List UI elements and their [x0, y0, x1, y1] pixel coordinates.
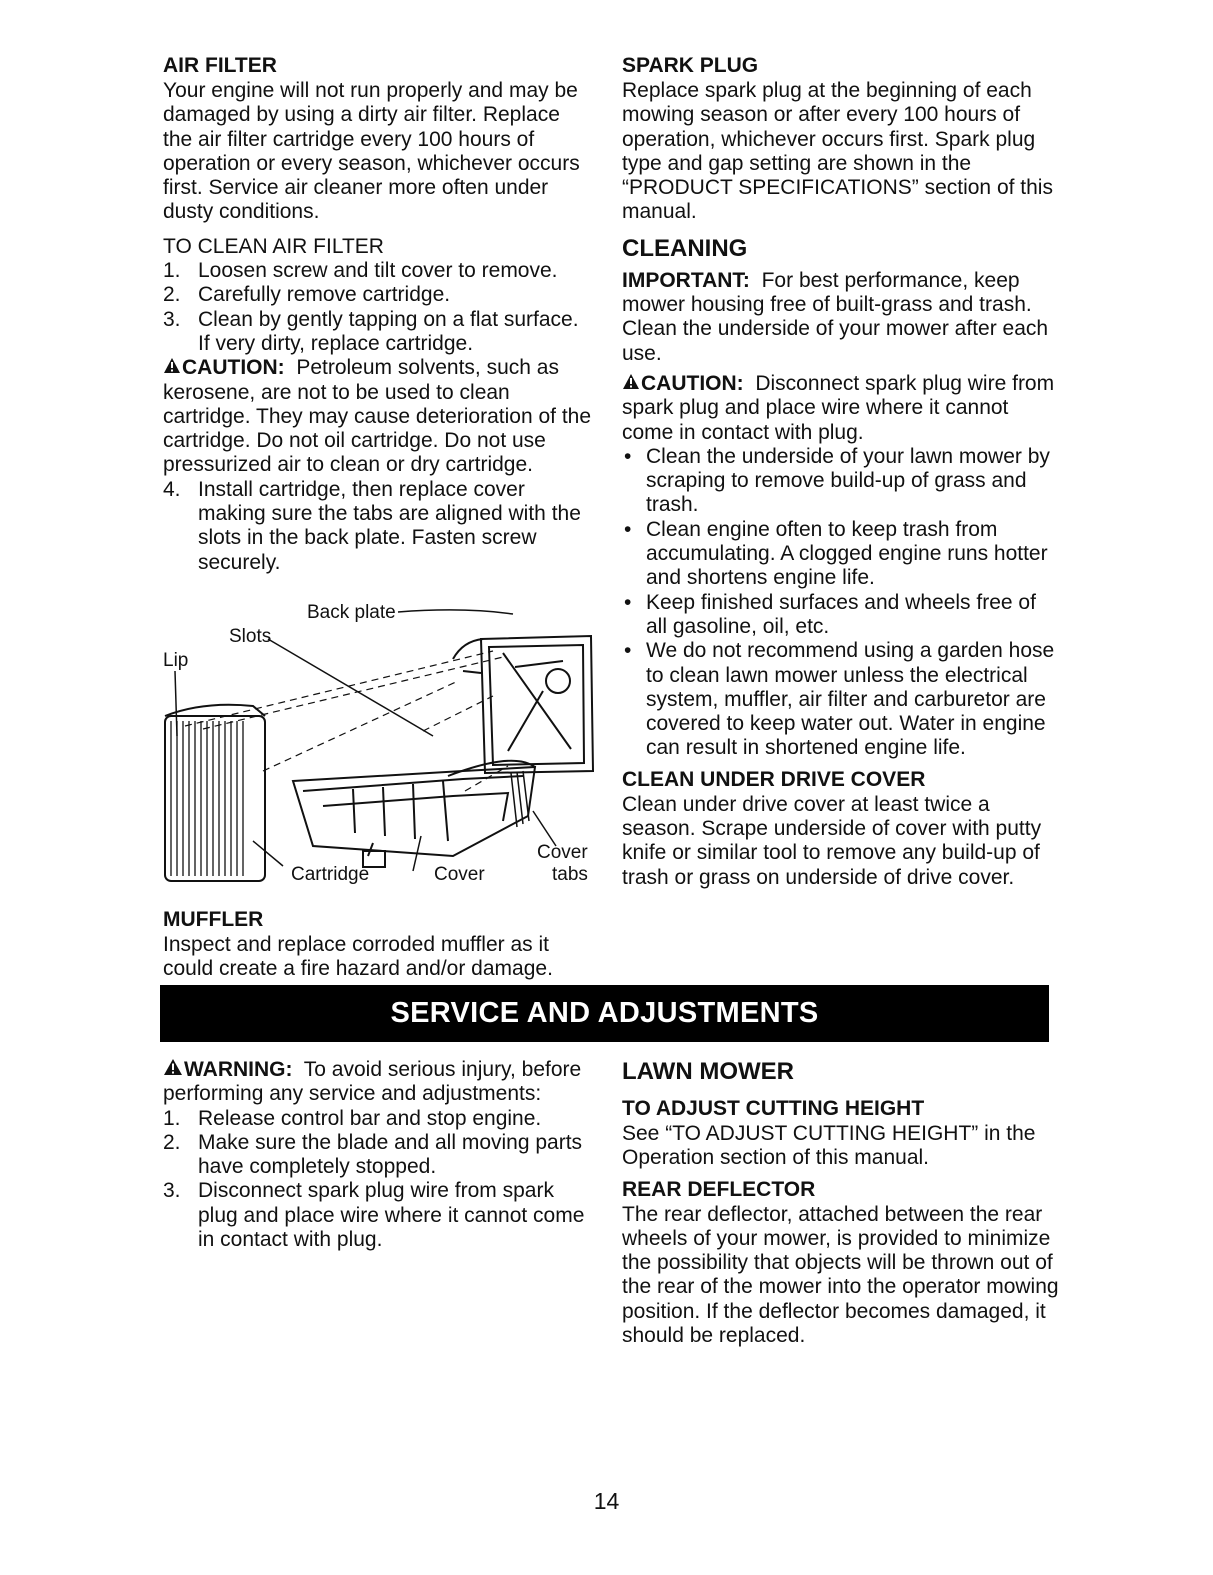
label-lip: Lip — [163, 649, 189, 671]
warning-triangle-icon — [622, 372, 640, 396]
air-filter-heading: AIR FILTER — [163, 54, 277, 77]
rear-deflector-text: The rear deflector, attached between the rear wheels of your mower, is provided to minimize the possibility that objects will be thrown out of the rear of the mower into the operator mowing position. If the deflector becomes damaged, it should be replaced. — [622, 1202, 1059, 1348]
rear-deflector-heading: REAR DEFLECTOR — [622, 1177, 816, 1201]
lawn-mower-heading: LAWN MOWER — [622, 1058, 794, 1085]
drive-cover-heading: CLEAN UNDER DRIVE COVER — [622, 767, 926, 791]
label-cover-tabs-1: Cover — [537, 841, 588, 863]
page-number: 14 — [593, 1488, 620, 1514]
cleaning-important — [622, 269, 1062, 366]
air-filter-caution — [163, 356, 593, 477]
list-item: 3. Clean by gently tapping on a flat surface. If very dirty, replace cartridge. — [163, 307, 579, 355]
air-filter-steps — [163, 259, 593, 356]
warning-triangle-icon — [163, 1058, 183, 1082]
cleaning-caution — [622, 372, 1062, 445]
list-item: 2. Carefully remove cartridge. — [163, 283, 451, 307]
label-back-plate: Back plate — [307, 601, 396, 623]
muffler-heading: MUFFLER — [163, 907, 264, 931]
spark-plug-text: Replace spark plug at the beginning of each mowing season or after every 100 hours of operation, whichever occurs first. Spark plug type and gap setting are shown in the “PRODUCT SPECIFICATIONS” section of this manual. — [622, 79, 1053, 224]
warning-steps — [163, 1107, 593, 1253]
section-banner: SERVICE AND ADJUSTMENTS — [160, 985, 1049, 1042]
list-item: 1. Release control bar and stop engine. — [163, 1106, 542, 1130]
list-item: • We do not recommend using a garden hose to clean lawn mower unless the electrical system, muffler, air filter and carburetor are covered to keep water out. Water in engine can result in shortened engine life. — [624, 639, 1055, 760]
air-filter-diagram — [163, 581, 603, 901]
right-column-top — [622, 53, 1062, 890]
list-item: 1. Loosen screw and tilt cover to remove. — [163, 259, 558, 283]
list-item: • Clean engine often to keep trash from accumulating. A clogged engine runs hotter and shortens engine life. — [624, 517, 1048, 590]
list-item: 2. Make sure the blade and all moving parts have completely stopped. — [163, 1130, 583, 1179]
drive-cover-text: Clean under drive cover at least twice a season. Scrape underside of cover with putty knife or similar tool to remove any build-up of trash or grass on underside of drive cover. — [622, 792, 1042, 889]
label-cover: Cover — [434, 863, 485, 885]
warning-triangle-icon — [163, 356, 181, 380]
cutting-height-heading: TO ADJUST CUTTING HEIGHT — [622, 1097, 925, 1120]
left-column-bottom — [163, 1058, 593, 1252]
cutting-height-text: See “TO ADJUST CUTTING HEIGHT” in the Operation section of this manual. — [622, 1122, 1036, 1170]
to-clean-heading: TO CLEAN AIR FILTER — [163, 234, 384, 258]
air-filter-intro: Your engine will not run properly and may be damaged by using a dirty air filter. Replace the air filter cartridge every 100 hours of operation or every season, whichever occurs first. Service air cleaner more often under dusty conditions. — [163, 79, 580, 224]
left-column-top — [163, 53, 593, 982]
list-item: 3. Disconnect spark plug wire from spark plug and place wire where it cannot come in contact with plug. — [163, 1179, 585, 1252]
important-label: IMPORTANT: — [622, 268, 750, 292]
cleaning-bullets — [622, 445, 1062, 761]
label-slots: Slots — [229, 625, 272, 647]
warning-text: To avoid serious injury, before performing any service and adjustments: — [163, 1058, 582, 1106]
label-cartridge: Cartridge — [291, 863, 370, 885]
warning-label: WARNING: — [184, 1058, 293, 1081]
list-item: • Clean the underside of your lawn mower by scraping to remove build-up of grass and trash. — [624, 444, 1050, 517]
warning-paragraph — [163, 1058, 593, 1107]
list-item: 4. Install cartridge, then replace cover making sure the tabs are aligned with the slots in the back plate. Fasten screw securely. — [163, 477, 581, 574]
caution-text: Petroleum solvents, such as kerosene, are not to be used to clean cartridge. They may cause deterioration of the cartridge. Do not oil cartridge. Do not use pressurized air to clean or dry cartridge. — [163, 356, 592, 477]
cleaning-heading: CLEANING — [622, 234, 748, 262]
caution-text: Disconnect spark plug wire from spark plug and place wire where it cannot come in contact with plug. — [622, 371, 1055, 444]
right-column-bottom — [622, 1058, 1062, 1348]
important-text: For best performance, keep mower housing free of built-grass and trash. Clean the underside of your mower after each use. — [622, 268, 1049, 365]
list-item: • Keep finished surfaces and wheels free of all gasoline, oil, etc. — [624, 590, 1036, 638]
label-cover-tabs-2: tabs — [552, 863, 588, 885]
air-filter-step-4 — [163, 478, 593, 575]
caution-label: CAUTION: — [182, 356, 285, 380]
caution-label: CAUTION: — [641, 371, 744, 395]
muffler-text: Inspect and replace corroded muffler as it could create a fire hazard and/or damage. — [163, 932, 553, 981]
spark-plug-heading: SPARK PLUG — [622, 54, 759, 77]
